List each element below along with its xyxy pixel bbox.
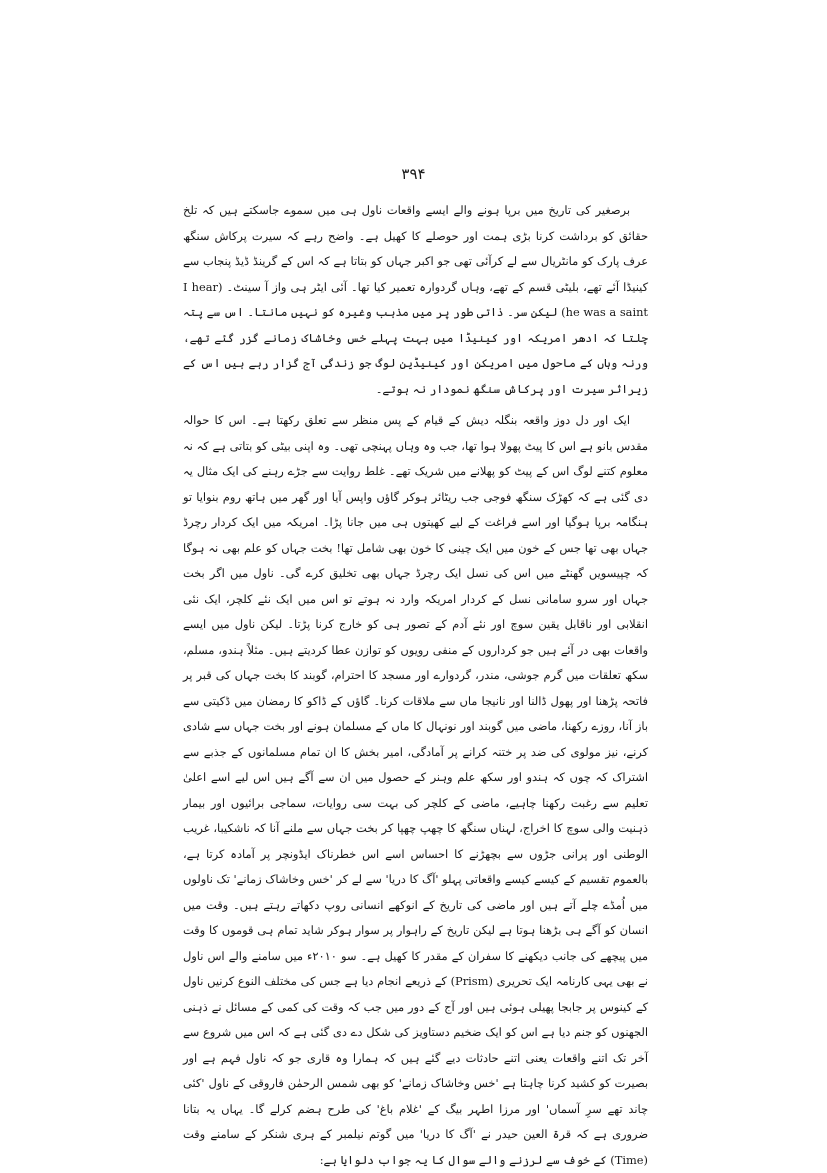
- paragraph-2: ایک اور دل دوز واقعہ بنگلہ دیش کے قیام کے پس منظر سے تعلق رکھتا ہے۔ اس کا حوالہ مقدس بانو ہے اس کا پیٹ پھولا ہوا تھا، جب وہ وہاں پہنچی تھی۔ وہ اپنی بیٹی کو بتاتی ہے کہ نہ معلوم کتنے لوگ اس کے پیٹ کو پھلانے میں شریک تھے۔ غلط روایت سے جڑے رہنے کی ایک مثال یہ دی گئی ہے کہ کھڑک سنگھ فوجی جب ریٹائر ہوکر گاؤں واپس آیا اور گھر میں ہاتھ روم بنوایا تو ہنگامہ برپا ہوگیا اور اسے فراغت کے لیے کھیتوں ہی میں جانا پڑا۔ امریکہ میں ایک کردار رچرڈ جہاں بھی تھا جس کے خون میں ایک چینی کا خون بھی شامل تھا! بخت جہاں کو علم بھی نہ ہوگا کہ چپیسویں گھنٹے میں اس کی نسل ایک رچرڈ جہاں بھی تخلیق کرے گی۔ ناول میں اگر بخت جہاں اور سرو سامانی نسل کے کردار امریکہ وارد نہ ہوتے تو اس میں ایک نئے کلچر، ایک نئی انقلابی اور ناقابل یقین سوچ اور نئے آدم کے تصور ہی کو خارج کرنا پڑتا۔ لیکن ناول میں ایسے واقعات بھی در آئے ہیں جو کرداروں کے منفی رویوں کو توازن عطا کردیتے ہیں۔ مثلاً ہندو، مسلم، سکھ تعلقات میں گرم جوشی، مندر، گردوارے اور مسجد کا احترام، گوبند کا بخت جہاں کی قبر پر فاتحہ پڑھنا اور پھول ڈالنا اور نانیجا ماں سے ملاقات کرنا۔ گاؤں کے ڈاکو کا رمضان میں ڈکیتی سے باز آنا، روزے رکھنا، ماضی میں گوبند اور نونہال کا ماں کے مسلمان ہونے اور بخت جہاں سے شادی کرنے، نیز مولوی کی ضد پر ختنہ کرانے پر آمادگی، امیر بخش کا ان تمام مسلمانوں کے جذبے سے اشتراک کہ چوں کہ ہندو اور سکھ علم وہنر کے حصول میں ان سے آگے ہیں اس لیے اسے اعلیٰ تعلیم سے رغبت رکھنا چاہیے، ماضی کے کلچر کی بہت سی روایات، سماجی برائیوں اور بیمار ذہنیت والی سوچ کا اخراج، لہناں سنگھ کا چھپ چھپا کر بخت جہاں سے ملنے آنا کہ ناشکیبا، غریب الوطنی اور پرانی جڑوں سے بچھڑنے کا احساس اسے اس خطرناک ایڈونچر پر آمادہ کرتا ہے، بالعموم تقسیم کے کیسے کیسے واقعاتی پہلو 'آگ کا دریا' سے لے کر 'خس وخاشاک زمانے' تک ناولوں میں اُمڈے چلے آتے ہیں اور ماضی کی تاریخ کے انوکھے انسانی روپ دکھاتے رہتے ہیں۔ وقت میں انسان کو آگے ہی بڑھنا ہوتا ہے لیکن تاریخ کے راہوار پر سوار ہوکر شاید تمام ہی قوموں کا وقت میں پیچھے کی جانب دیکھنے کا سفران کے مقدر کا کھیل ہے۔ سو ۲۰۱۰ء میں سامنے والے اس ناول نے بھی یہی کارنامہ ایک تحریری (Prism) کے ذریعے انجام دیا ہے جس کی مختلف النوع کرنیں ناول کے کینوس پر جابجا پھیلی ہوئی ہیں اور آج کے دور میں جب کہ وقت کی کمی کے مسائل نے ذہنی الجھنوں کو جنم دیا ہے اس کو ایک ضخیم دستاویز کی شکل دے دی گئی ہے کہ اس میں شروع سے آخر تک اتنے واقعات یعنی اتنے حادثات دیے گئے ہیں کہ ہمارا وہ قاری جو کہ ناول فہم ہے اور بصیرت کو کشید کرنا چاہتا ہے 'خس وخاشاک زمانے' کو بھی شمس الرحمٰن فاروقی کے ناول 'کئی چاند تھے سرِ آسماں' اور مرزا اطہر بیگ کے 'غلام باغ' کی طرح ہضم کرلے گا۔ یہاں یہ بتانا ضروری ہے کہ قرۃ العین حیدر نے 'آگ کا دریا' میں گوتم نیلمبر کے ہری شنکر کے سامنے وقت (Time) کے خوف سے لرزنے والے سوال کا یہ جواب دلوایا ہے:: [183, 413, 648, 1167]
- page-number: ۳۹۴: [401, 165, 426, 183]
- paragraph-1: برصغیر کی تاریخ میں برپا ہونے والے ایسے واقعات ناول ہی میں سموے جاسکتے ہیں کہ تلخ حقائق کو برداشت کرنا بڑی ہمت اور حوصلے کا کھیل ہے۔ واضح رہے کہ سیرت پرکاش سنگھ عرف پارک کو مانٹریال سے لے کرآئی تھی جو اکبر جہاں کو بتاتا ہے کہ اس کے گرینڈ ڈیڈ پنجاب سے کینیڈا آئے تھے، بلیٹی قسم کے تھے، وہاں گردوارہ تعمیر کیا تھا۔ آئی ایٹر ہی واز آ سینٹ۔ (I hear he was a saint) لیکن سر۔ ذاتی طور پر میں مذہب وغیرہ کو نہیں مانتا۔ اس سے پتہ چلتا کہ ادھر امریکہ اور کینیڈا میں بہت پہلے خس وخاشاک زمانے گزر گئے تھے، ورنہ وہاں کے ماحول میں امریکن اور کینیڈین لوگ جو زندگی آج گزار رہے ہیں اس کے زیراثر سیرت اور پرکاش سنگھ نمودار نہ ہوتے۔: [183, 203, 649, 396]
- body-text: [183, 198, 648, 1173]
